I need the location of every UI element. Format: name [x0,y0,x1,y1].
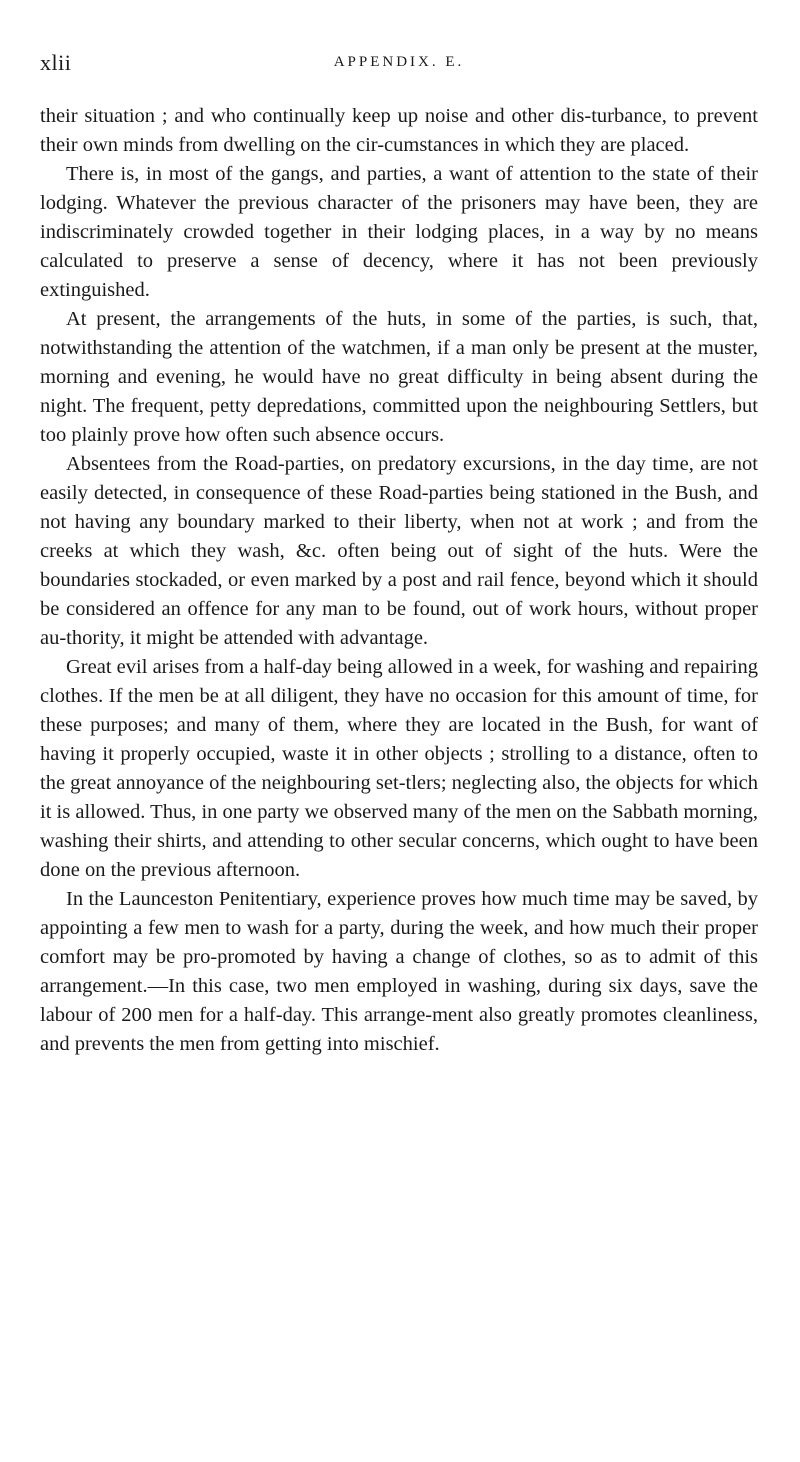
running-head [40,50,758,86]
paragraph-penitentiary: In the Launceston Penitentiary, experience proves how much time may be saved, by appointing a few men to wash for a party, during the week, and how much their proper comfort may be pro-promoted by having a change of clothes, so as to admit of this arrangement.—In this case, two men employed in washing, during six days, save the labour of 200 men for a half-day. This arrange-ment also greatly promotes cleanliness, and prevents the men from getting into mischief. [40,888,758,1055]
page [40,50,758,1059]
paragraph-huts: At present, the arrangements of the huts, in some of the parties, is such, that, notwithstanding the attention of the watchmen, if a man only be present at the muster, morning and evening, he would have no great difficulty in being absent during the night. The frequent, petty depredations, committed upon the neighbouring Settlers, but too plainly prove how often such absence occurs. [40,308,758,446]
body-text [40,102,758,1059]
page-number: xlii [40,50,72,75]
paragraph-lodging: There is, in most of the gangs, and parties, a want of attention to the state of their lodging. Whatever the previous character of the prisoners may have been, they are indiscriminately crowded together in their lodging places, in a way by no means calculated to preserve a sense of decency, where it has not been previously extinguished. [40,163,758,301]
paragraph-continued: their situation ; and who continually keep up noise and other dis-turbance, to prevent their own minds from dwelling on the cir-cumstances in which they are placed. [40,105,758,156]
paragraph-half-day: Great evil arises from a half-day being allowed in a week, for washing and repairing clothes. If the men be at all diligent, they have no occasion for this amount of time, for these purposes; and many of them, where they are located in the Bush, for want of having it properly occupied, waste it in other objects ; strolling to a distance, often to the great annoyance of the neighbouring set-tlers; neglecting also, the objects for which it is allowed. Thus, in one party we observed many of the men on the Sabbath morning, washing their shirts, and attending to other secular concerns, which ought to have been done on the previous afternoon. [40,656,758,881]
page-title: APPENDIX. E. [333,54,465,70]
paragraph-absentees: Absentees from the Road-parties, on predatory excursions, in the day time, are not easily detected, in consequence of these Road-parties being stationed in the Bush, and not having any boundary marked to their liberty, when not at work ; and from the creeks at which they wash, &c. often being out of sight of the huts. Were the boundaries stockaded, or even marked by a post and rail fence, beyond which it should be considered an offence for any man to be found, out of work hours, without proper au-thority, it might be attended with advantage. [40,453,758,649]
